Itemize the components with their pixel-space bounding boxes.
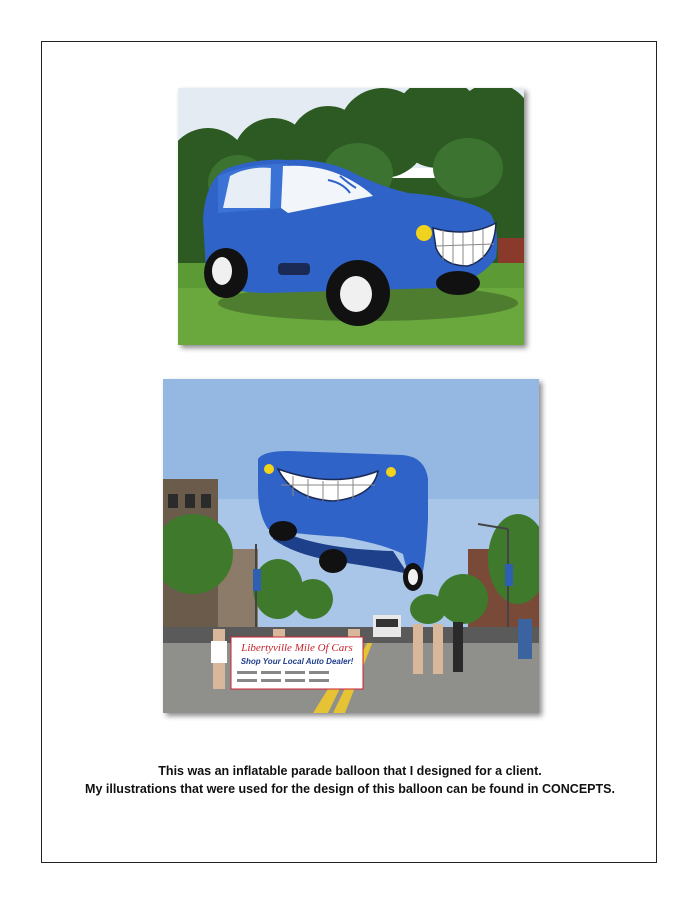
page-frame [41, 41, 657, 863]
balloon-on-grass-image [178, 88, 524, 345]
parade-image [163, 379, 539, 713]
banner-title: Libertyville Mile Of Cars [241, 642, 353, 654]
photo-parade [163, 379, 539, 713]
caption-line-1: This was an inflatable parade balloon that I designed for a client. [158, 764, 542, 778]
banner-subtitle: Shop Your Local Auto Dealer! [240, 657, 354, 666]
caption-line-2: My illustrations that were used for the design of this balloon can be found in CONCEPTS. [85, 782, 615, 796]
photo-balloon-on-grass [178, 88, 524, 345]
